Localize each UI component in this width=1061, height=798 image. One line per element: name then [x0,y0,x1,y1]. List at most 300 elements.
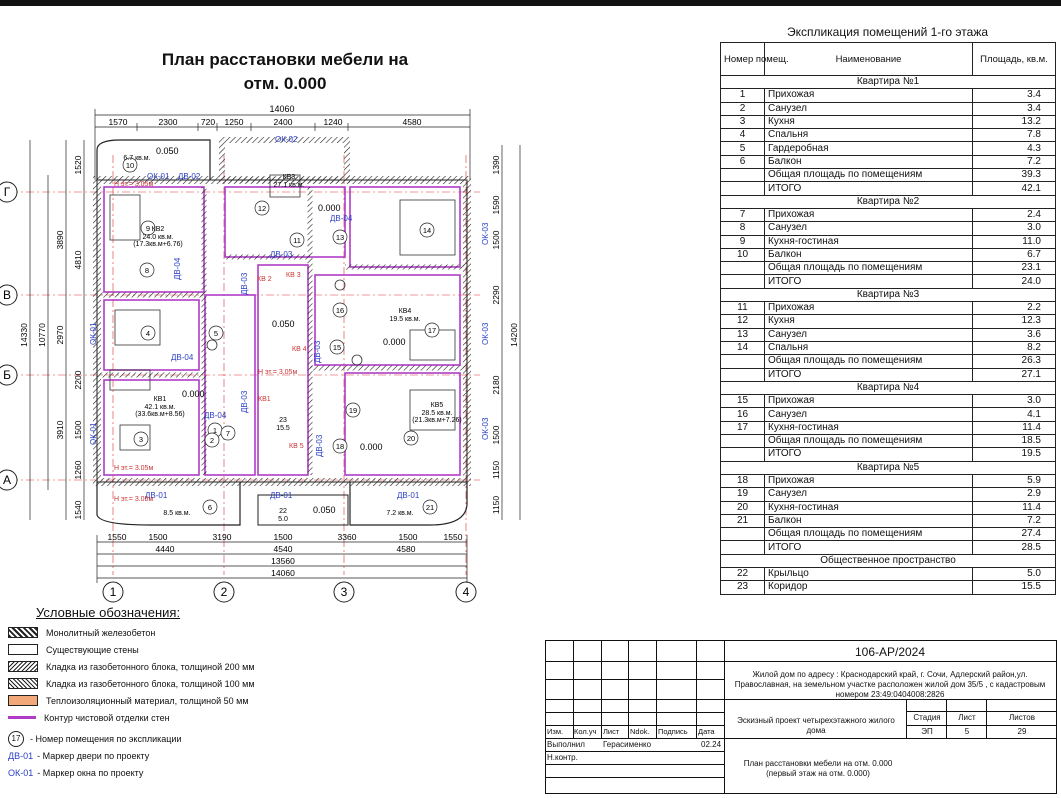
room-number-cell: 17 [721,421,765,434]
room-name-cell: Общая площадь по помещениям [765,169,973,182]
room-area-cell: 11.4 [973,421,1056,434]
room-number-cell: 6 [721,155,765,168]
room-number: 13 [335,233,345,242]
explication-row [721,421,1056,434]
level-mark: 0.000 [383,337,406,347]
legend-item [8,675,298,692]
room-number-cell: 20 [721,501,765,514]
section-title: Квартира №4 [721,381,1056,394]
room-number-cell [721,169,765,182]
explication-section-row [721,195,1056,208]
explication-row [721,222,1056,235]
explication-row [721,395,1056,408]
room-name-cell: ИТОГО [765,448,973,461]
apartment-area: 19.5 кв.м. [389,316,421,323]
dim-bottom: 1550 [443,532,463,542]
room-area-cell: 39.3 [973,169,1056,182]
dim-top-total: 14060 [269,104,295,114]
room-number-cell: 19 [721,488,765,501]
dim-left: 4810 [73,250,83,270]
ceiling-note: Н эт.= 3.05м [114,496,154,503]
apartment-label: КВ2 [151,226,165,233]
section-title: Квартира №5 [721,461,1056,474]
ceiling-note: Н эт.= 3.05м [114,181,154,188]
room-number-cell [721,182,765,195]
explication-section-row [721,461,1056,474]
room-area-cell: 2.9 [973,488,1056,501]
room-number: 16 [335,306,345,315]
dim-left: 1260 [73,460,83,480]
room-number: 18 [335,442,345,451]
dim-bottom: 3190 [212,532,232,542]
dim-right: 2180 [491,375,501,395]
room-name-cell: Балкон [765,155,973,168]
axis-label: 4 [462,585,470,599]
room-number: 12 [257,204,267,213]
room-name-cell: Кухня [765,115,973,128]
explication-row [721,541,1056,554]
dim-top: 720 [200,117,216,127]
explication-section-row [721,288,1056,301]
room-area-cell: 5.9 [973,474,1056,487]
dim-top: 1570 [108,117,128,127]
apartment-label: КВ5 [430,402,444,409]
explication-body [721,76,1056,595]
balcony-area: 8.5 кв.м. [163,510,191,517]
room-area-cell: 3.6 [973,328,1056,341]
corridor-area: 15.5 [276,425,290,432]
room-number-cell [721,355,765,368]
room-name-cell: Санузел [765,328,973,341]
room-name-cell: Балкон [765,514,973,527]
room-name-cell: Прихожая [765,89,973,102]
level-mark: 0.050 [272,319,295,329]
explication-row [721,129,1056,142]
door-marker: ДВ-01 [270,491,293,500]
room-area-cell: 8.2 [973,341,1056,354]
sheet-header: Лист [958,713,976,722]
room-number: 8 [144,266,150,275]
dim-bottom: 4540 [273,544,293,554]
dim-right-labels [491,155,519,514]
room-number-cell: 4 [721,129,765,142]
legend-item [8,692,298,709]
room-name-cell: Кухня-гостиная [765,501,973,514]
axis-label: В [2,288,12,302]
explication-table [720,42,1056,595]
explication-row [721,328,1056,341]
explication-row [721,355,1056,368]
explication-row [721,408,1056,421]
explication-row [721,302,1056,315]
performer: Герасименко [603,740,652,749]
apt-small-label: КВ 5 [289,443,304,450]
legend-text: Теплоизоляционный материал, толщиной 50 мм [46,695,249,706]
header-number: Номер помещ. [721,43,765,76]
room-area-cell: 2.2 [973,302,1056,315]
room-area-cell: 23.1 [973,262,1056,275]
dim-right: 14200 [509,323,519,347]
room-number: 19 [348,406,358,415]
axis-label: 1 [109,585,117,599]
legend-text: Кладка из газобетонного блока, толщиной 100 мм [46,678,255,689]
explication-row [721,115,1056,128]
dim-left-labels [19,155,83,519]
room-number: 9 [145,224,151,233]
dim-left: 1500 [73,420,83,440]
room-area-cell: 12.3 [973,315,1056,328]
room-number-cell: 8 [721,222,765,235]
apartment-area: 24.0 кв.м. [142,234,174,241]
room-area-cell: 13.2 [973,115,1056,128]
dim-top: 1240 [323,117,343,127]
legend-text: - Маркер окна по проекту [37,767,144,778]
level-mark: 0.000 [182,389,205,399]
header-name: Наименование [765,43,973,76]
address: Жилой дом по адресу : Краснодарский край, г. Сочи, Адлерский район,ул. Православная, на земельном участке расположен жилой дом 35/5 , с кадастровым номером 23:49:0404008:2826 [734,670,1046,699]
col-list: Лист [603,727,620,736]
dim-right: 1150 [491,495,501,515]
room-name-cell: Кухня [765,315,973,328]
legend-marker-room [8,730,298,747]
door-marker: ДВ-03 [240,272,249,295]
plan-title-line1: План расстановки мебели на [161,50,409,69]
room-area-cell: 6.7 [973,248,1056,261]
room-name-cell: ИТОГО [765,275,973,288]
room-area-cell: 7.8 [973,129,1056,142]
door-marker: ДВ-01 [397,491,420,500]
apt-small-label: КВ 2 [257,276,272,283]
room-number: 15 [332,343,342,352]
room-area-cell: 19.5 [973,448,1056,461]
stage-header: Стадия [913,713,941,722]
dim-bottom-labels [108,532,463,578]
explication-row [721,341,1056,354]
dim-top: 4580 [402,117,422,127]
room-name-cell: Коридор [765,581,973,594]
section-title: Общественное пространство [721,554,1056,567]
dim-top: 2300 [158,117,178,127]
dim-right: 1500 [491,230,501,250]
dim-left: 1520 [73,155,83,175]
apartment-area: 42.1 кв.м. [144,404,176,411]
room-area-cell: 18.5 [973,435,1056,448]
existing-wall-swatch [8,644,38,655]
explication-row [721,169,1056,182]
top-border [0,0,1061,6]
explication-header-row [721,43,1056,76]
room-number: 5 [213,329,219,338]
porch-area: 5.0 [278,516,288,523]
dim-left: 2970 [55,325,65,345]
axis-label: Б [3,368,11,382]
room-number-cell: 14 [721,341,765,354]
title-block [545,640,1057,794]
window-marker: ОК-01 [147,172,170,181]
sheet-value: 5 [964,727,970,736]
room-name-cell: Балкон [765,248,973,261]
explication-section-row [721,554,1056,567]
legend-item [8,658,298,675]
date: 02.24 [701,740,722,749]
door-marker: ДВ-04 [171,353,194,362]
room-area-cell: 7.2 [973,155,1056,168]
room-number-cell [721,448,765,461]
room-name-cell: Общая площадь по помещениям [765,435,973,448]
room-area-cell: 3.0 [973,222,1056,235]
room-number-cell [721,528,765,541]
door-marker: ДВ-03 [315,434,324,457]
legend-text: Монолитный железобетон [46,627,156,638]
room-name-cell: Спальня [765,341,973,354]
explication-row [721,102,1056,115]
room-name-cell: Санузел [765,408,973,421]
explication-row [721,275,1056,288]
level-mark: 0.050 [156,146,179,156]
ceiling-note: Н эт.= 3.05м [114,465,154,472]
window-marker-sample: ОК-01 [8,767,34,778]
room-marker-sample: 17 [8,731,24,747]
room-name-cell: Крыльцо [765,567,973,580]
room-number-markers [123,158,439,514]
legend-marker-window [8,764,298,781]
apartment-area-detail: (17.3кв.м+6.76) [133,241,183,248]
room-number-cell [721,275,765,288]
dim-right: 1500 [491,425,501,445]
room-number-cell: 22 [721,567,765,580]
dim-bottom: 4580 [396,544,416,554]
explication-title: Экспликация помещений 1-го этажа [786,25,989,39]
room-name-cell: Кухня-гостиная [765,421,973,434]
room-name-cell: Кухня-гостиная [765,235,973,248]
room-number: 3 [138,435,144,444]
room-area-cell: 4.3 [973,142,1056,155]
explication-row [721,262,1056,275]
room-number-cell: 9 [721,235,765,248]
apartment-area-detail: (21.3кв.м+7.26) [412,417,462,424]
explication-row [721,514,1056,527]
dim-bottom: 1550 [107,532,127,542]
dim-bottom: 1500 [148,532,168,542]
room-number-cell: 1 [721,89,765,102]
axis-label: 2 [220,585,228,599]
room-number: 4 [145,329,151,338]
room-name-cell: ИТОГО [765,182,973,195]
level-marks [153,146,406,515]
door-marker: ДВ-02 [178,172,201,181]
plan-title [120,48,450,96]
dim-bottom: 4440 [155,544,175,554]
room-area-cell: 7.2 [973,514,1056,527]
apartment-area: 28.5 кв.м. [421,410,453,417]
section-title: Квартира №1 [721,76,1056,89]
room-number-cell: 16 [721,408,765,421]
dim-left: 10770 [37,323,47,347]
door-marker: ДВ-04 [204,411,227,420]
legend-text: Контур чистовой отделки стен [44,712,170,723]
room-area-cell: 27.4 [973,528,1056,541]
legend-item [8,624,298,641]
dim-bottom-total: 13560 [271,556,295,566]
explication-row [721,368,1056,381]
ceiling-note: Н эт.= 3.05м [258,369,298,376]
balcony-area: 7.2 кв.м. [386,510,414,517]
apt-small-label: КВ 3 [286,272,301,279]
dim-right: 2290 [491,285,501,305]
level-mark: 0.050 [313,505,336,515]
room-number-cell: 2 [721,102,765,115]
explication-row [721,581,1056,594]
room-number-cell: 3 [721,115,765,128]
window-marker: ОК-02 [275,135,298,144]
insulation-swatch [8,695,38,706]
section-title: Квартира №3 [721,288,1056,301]
explication-row [721,488,1056,501]
room-area-cell: 5.0 [973,567,1056,580]
room-number: 20 [406,434,416,443]
dim-left: 1540 [73,500,83,520]
room-number: 21 [425,503,435,512]
balcony-area: 6.7 кв.м. [123,155,151,162]
room-area-cell: 27.1 [973,368,1056,381]
room-area-cell: 24.0 [973,275,1056,288]
axis-label: 3 [340,585,348,599]
explication-row [721,142,1056,155]
dim-bottom: 3360 [337,532,357,542]
room-number-cell [721,262,765,275]
explication-section-row [721,381,1056,394]
dim-left: 3910 [55,420,65,440]
sheets-header: Листов [1009,713,1035,722]
level-mark: 0.000 [318,203,341,213]
door-marker-sample: ДВ-01 [8,750,34,761]
room-number-cell: 18 [721,474,765,487]
room-area-cell: 4.1 [973,408,1056,421]
room-number-cell: 11 [721,302,765,315]
dim-left: 14330 [19,323,29,347]
col-data: Дата [698,727,715,736]
door-marker: ДВ-03 [270,250,293,259]
door-marker: ДВ-01 [145,491,168,500]
room-name-cell: Общая площадь по помещениям [765,355,973,368]
dim-right: 1150 [491,460,501,480]
explication-row [721,182,1056,195]
legend-title: Условные обозначения: [36,605,181,620]
doc-code: 106-АР/2024 [854,645,926,659]
apartment-labels [133,174,462,424]
door-marker: ДВ-04 [330,214,353,223]
block200-swatch [8,661,38,672]
explication-row [721,528,1056,541]
window-marker: ОК-03 [481,322,490,345]
dim-bottom: 1500 [273,532,293,542]
explication-row [721,448,1056,461]
room-area-cell: 2.4 [973,208,1056,221]
room-number-cell: 21 [721,514,765,527]
room-number: 6 [207,503,213,512]
explication-row [721,248,1056,261]
dim-bottom-total: 14060 [271,568,295,578]
axis-label: Г [3,185,11,199]
dim-top-labels [109,117,422,127]
apartment-label: КВ4 [398,308,412,315]
dim-top: 1250 [224,117,244,127]
level-mark: 0.000 [360,442,383,452]
door-marker: ДВ-03 [313,340,322,363]
dim-bottom: 1500 [398,532,418,542]
explication-row [721,155,1056,168]
room-number-cell [721,435,765,448]
room-area-cell: 3.0 [973,395,1056,408]
room-number-cell: 5 [721,142,765,155]
row-control: Н.контр. [547,753,578,762]
stage-value: ЭП [921,727,933,736]
room-name-cell: Общая площадь по помещениям [765,528,973,541]
legend-item [8,709,298,726]
col-podpis: Подпись [658,727,688,736]
room-number: 10 [125,161,135,170]
explication-row [721,567,1056,580]
room-area-cell: 3.4 [973,102,1056,115]
explication-row [721,474,1056,487]
bed [115,310,160,345]
explication [720,22,1055,595]
room-number-cell: 23 [721,581,765,594]
legend-text: Кладка из газобетонного блока, толщиной 200 мм [46,661,255,672]
explication-row [721,89,1056,102]
rc-swatch [8,627,38,638]
room-area-cell: 42.1 [973,182,1056,195]
legend-text: - Номер помещения по экспликации [30,733,182,744]
apartment-area: 27.1 кв.м. [273,182,305,189]
col-ndok: Ndok. [630,727,650,736]
section-title: Квартира №2 [721,195,1056,208]
room-number: 14 [422,226,432,235]
door-marker: ДВ-03 [240,390,249,413]
contour-swatch [8,716,36,719]
block100-swatch [8,678,38,689]
corridor-number: 23 [279,417,287,424]
porch-number: 22 [279,508,287,515]
room-area-cell: 3.4 [973,89,1056,102]
room-name-cell: Гардеробная [765,142,973,155]
legend [8,605,298,781]
col-izm: Изм. [547,727,564,736]
project-name: Эскизный проект четырехэтажного жилого дома [737,716,895,735]
apartment-area-detail: (33.6кв.м+8.56) [135,411,185,418]
room-name-cell: Спальня [765,129,973,142]
room-number-cell: 7 [721,208,765,221]
dim-right: 1590 [491,195,501,215]
legend-text: - Маркер двери по проекту [37,750,150,761]
room-name-cell: Прихожая [765,302,973,315]
plan-title-line2: отм. 0.000 [243,74,327,93]
window-marker: ОК-01 [89,422,98,445]
dim-left: 2200 [73,370,83,390]
apt-small-label: КВ 4 [292,346,307,353]
window-marker: ОК-03 [481,417,490,440]
row-performed: Выполнил [547,740,585,749]
room-name-cell: Общая площадь по помещениям [765,262,973,275]
apt-small-label: КВ1 [258,396,271,403]
dim-left: 3890 [55,230,65,250]
apartment-label: КВ3 [282,174,296,181]
sofa [110,195,140,240]
window-marker: ОК-01 [89,322,98,345]
room-number: 7 [225,429,231,438]
window-marker: ОК-03 [481,222,490,245]
room-number: 11 [293,236,301,245]
